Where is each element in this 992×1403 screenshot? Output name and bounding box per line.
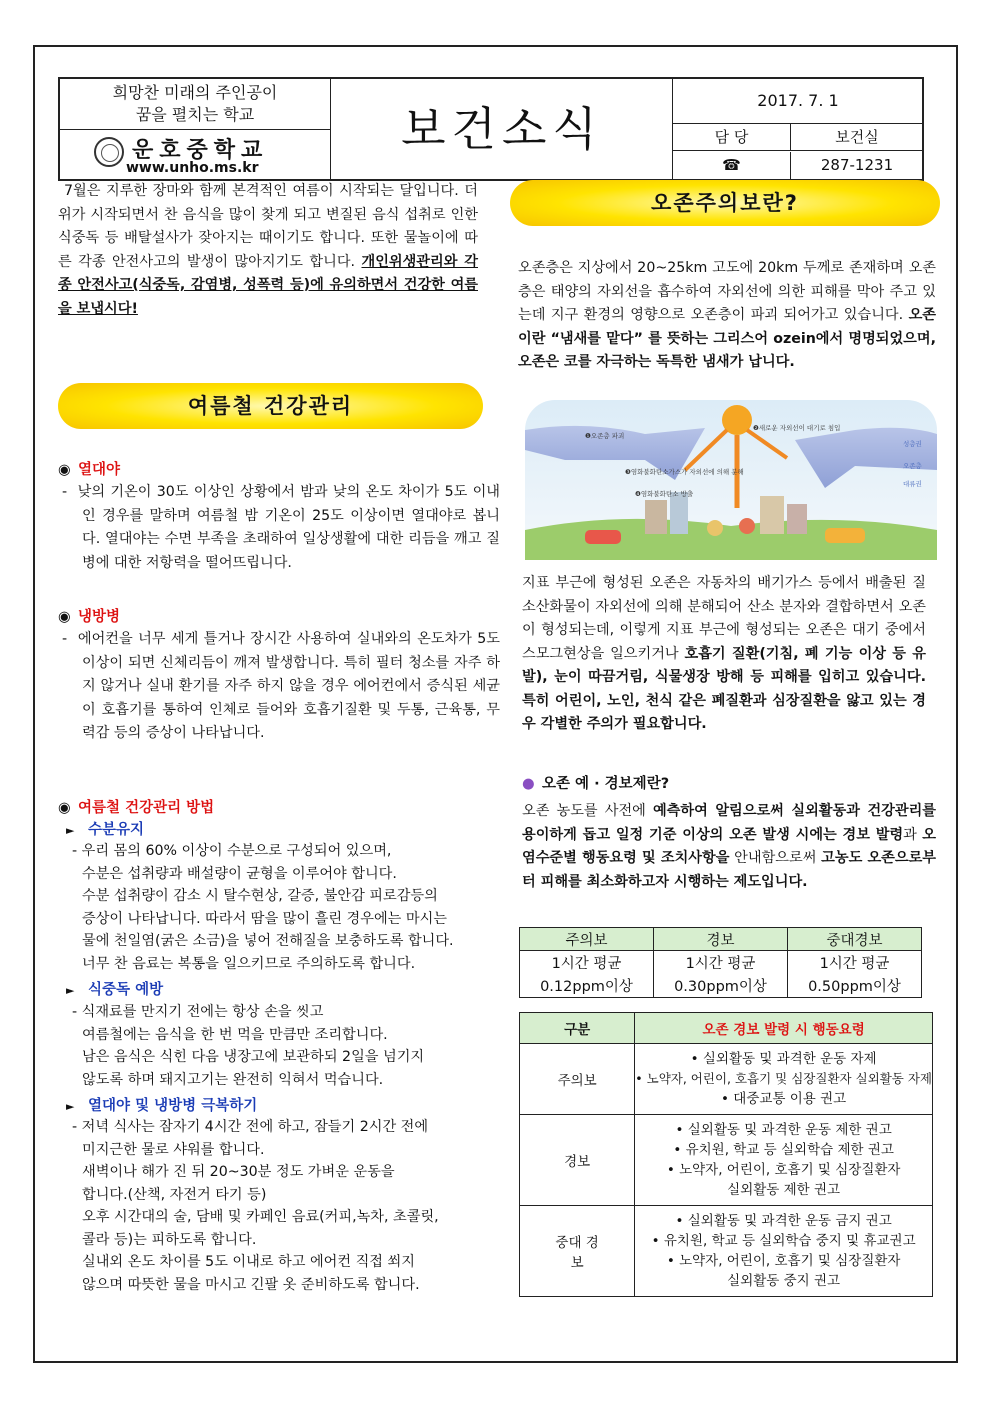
diagram-side-2: 오존층 [903, 462, 922, 470]
ozone-warning-banner: 오존주의보란? [510, 180, 940, 226]
table-row [520, 1115, 933, 1206]
arrow-icon: ► [66, 984, 75, 997]
column-header: 구분 [520, 1013, 635, 1044]
column-header: 오존 경보 발령 시 행동요령 [635, 1013, 933, 1044]
food-line: 않도록 하며 돼지고기는 완전히 익혀서 먹습니다. [82, 1071, 384, 1088]
heatwave-title: 열대야 [78, 462, 121, 478]
row-label: 경보 [520, 1115, 635, 1206]
slogan-line-1: 희망찬 미래의 주인공이 [112, 83, 278, 102]
charge-value: 보건실 [791, 124, 923, 151]
water-line: 물에 천일염(굵은 소금)을 넣어 전해질을 보충하도록 합니다. [82, 933, 454, 949]
overcome-title: 열대야 및 냉방병 극복하기 [88, 1098, 258, 1114]
building [670, 492, 688, 534]
school-block [60, 79, 331, 179]
building [787, 504, 807, 534]
action-item: • 대중교통 이용 권고 [721, 1091, 847, 1107]
slogan-line-2: 꿈을 펼치는 학교 [135, 105, 255, 124]
table-row [520, 973, 922, 998]
ozone-level-table [519, 927, 922, 998]
newsletter-title: 보건소식 [401, 102, 603, 156]
arrow-icon: ► [66, 824, 75, 837]
table-row [520, 951, 922, 974]
ws-emphasis: 고농도 오존으로부터 피해를 최소화하고자 시행하는 제도입니다. [522, 850, 936, 890]
table-row [520, 1044, 933, 1115]
level-header: 주의보 [520, 928, 654, 951]
warning-system-title: 오존 예 · 경보제란? [542, 776, 670, 792]
diagram-side-1: 성층권 [903, 440, 922, 448]
action-item: • 실외활동 및 과격한 운동 금지 권고 [675, 1213, 892, 1229]
info-block [672, 79, 923, 179]
food-title: 식중독 예방 [88, 982, 164, 998]
diagram-label-4: ❹염화불화탄소 방출 [635, 490, 694, 498]
level-cell: 0.50ppm이상 [788, 973, 922, 998]
overcome-line: 않으며 따뜻한 물을 마시고 긴팔 옷 준비하도록 합니다. [82, 1276, 420, 1293]
ozone-surface-paragraph [522, 572, 926, 737]
ozone-intro-paragraph [518, 257, 936, 375]
heatwave-text [62, 481, 500, 575]
food-line: - 식재료를 만지기 전에는 항상 손을 씻고 [72, 1004, 324, 1020]
ac-illness-text [62, 628, 500, 746]
bullet-icon: ◉ [58, 462, 71, 478]
ws-text: 안내함으로써 [734, 850, 817, 866]
school-name: 운호중학교 [132, 138, 269, 163]
level-cell: 0.30ppm이상 [654, 973, 788, 998]
arrow-icon: ► [66, 1100, 75, 1113]
ozone-action-table [519, 1012, 933, 1297]
overcome-text [72, 1116, 482, 1296]
water-line: 수분 섭취량이 감소 시 탈수현상, 갈증, 불안감 피로감등의 [82, 888, 438, 904]
building [645, 500, 667, 534]
water-line: 너무 찬 음료는 복통을 일으키므로 주의하도록 합니다. [82, 955, 416, 972]
level-cell: 1시간 평균 [788, 951, 922, 974]
action-item: • 노약자, 어린이, 호흡기 및 심장질환자 [666, 1253, 901, 1269]
action-list [635, 1044, 933, 1115]
level-header: 중대경보 [788, 928, 922, 951]
water-line: 수분은 섭취량과 배설량이 균형을 이루어야 합니다. [82, 865, 397, 882]
ozone-diagram-image [525, 400, 937, 560]
methods-title: 여름철 건강관리 방법 [78, 800, 215, 816]
overcome-line: 오후 시간대의 술, 담배 및 카페인 음료(커피,녹차, 초콜릿, [82, 1209, 439, 1225]
ws-emphasis: 예측하여 알림으로써 실외활동과 건강관리를 용이하게 돕고 일정 기준 이상의 오존 발생 시에는 경보 발령 [522, 803, 936, 843]
overcome-heading [66, 1094, 257, 1115]
water-text [72, 840, 482, 975]
overcome-line: 콜라 등)는 피하도록 합니다. [82, 1231, 257, 1248]
car [825, 528, 865, 543]
methods-heading [58, 796, 214, 817]
ac-illness-body: 에어컨을 너무 세게 틀거나 장시간 사용하여 실내와의 온도차가 5도 이상이 되면 신체리듬이 깨져 발생합니다. 특히 필터 청소를 자주 하지 않거나 실내 환기를 자주 하지 않을 경우 에어컨에서 증식된 세균이 호흡기를 통하여 인체로 들어와 호흡기질환 및 두통, 근육통, 무력감 등의 증상이 나타납니다. [77, 631, 500, 741]
bullet-icon: ◉ [58, 609, 71, 625]
ozone-intro-text: 오존층은 지상에서 20~25km 고도에 20km 두께로 존재하며 오존층은 태양의 자외선을 흡수하여 자외선에 의한 피해를 막아 주고 있는데 지구 환경의 영향으로 오존층이 파괴 되어가고 있습니다. [518, 260, 936, 323]
action-item: • 유치원, 학교 등 실외학습 제한 권고 [673, 1142, 894, 1158]
water-heading [66, 818, 144, 839]
overcome-line: 실내외 온도 차이를 5도 이내로 하고 에어컨 직접 쐬지 [82, 1254, 415, 1270]
ac-illness-title: 냉방병 [78, 609, 121, 625]
ozone-surface-emphasis: 호흡기 질환(기침, 폐 기능 이상 등 유발), 눈이 따끔거림, 식물생장 방해 등 피해를 입히고 있습니다. 특히 어린이, 노인, 천식 같은 폐질환과 심장질환을 앓고 있는 경우 각별한 주의가 필요합니다. [522, 645, 926, 732]
school-slogan [60, 79, 330, 130]
phone-number: 287-1231 [820, 156, 894, 174]
action-item: • 노약자, 어린이, 호흡기 및 심장질환자 실외활동 자제 [635, 1071, 932, 1086]
action-item: 실외활동 중지 권고 [727, 1273, 841, 1289]
dash: - [62, 484, 78, 500]
school-identity [60, 131, 330, 179]
diagram-side-3: 대류권 [903, 480, 922, 488]
action-item: • 실외활동 및 과격한 운동 자제 [690, 1051, 877, 1067]
school-url: www.unho.ms.kr [126, 160, 259, 176]
action-item: • 노약자, 어린이, 호흡기 및 심장질환자 [666, 1162, 901, 1178]
water-title: 수분유지 [88, 822, 145, 838]
crystal-ball-icon: ● [522, 776, 535, 792]
table-row [520, 1206, 933, 1297]
intro-paragraph [58, 180, 478, 321]
table-header-row [520, 928, 922, 951]
level-cell: 1시간 평균 [654, 951, 788, 974]
phone-icon: ☎ [673, 152, 791, 179]
person [707, 520, 723, 536]
row-label: 중대 경보 [520, 1206, 635, 1297]
summer-health-banner: 여름철 건강관리 [58, 383, 483, 429]
person [739, 518, 755, 534]
level-header: 경보 [654, 928, 788, 951]
overcome-line: 새벽이나 해가 진 뒤 20~30분 정도 가벼운 운동을 [82, 1164, 395, 1180]
newsletter-header [58, 77, 924, 181]
warning-system-paragraph [522, 800, 936, 894]
diagram-label-3: ❸염화불화탄소가스가 자외선에 의해 분해 [625, 468, 744, 476]
ws-text: 오존 농도를 사전에 [522, 803, 646, 819]
action-list [635, 1206, 933, 1297]
ozone-surface-text: 지표 부근에 형성된 오존은 자동차의 배기가스 등에서 배출된 질소산화물이 자외선에 의해 분해되어 산소 분자와 결합하면서 오존이 형성되는데, 이렇게 지표 부근에 형성되는 오존은 대기 중에서 스모그현상을 일으키거나 [522, 575, 926, 662]
food-heading [66, 978, 163, 999]
bullet-icon: ◉ [58, 800, 71, 816]
issue-date: 2017. 7. 1 [673, 79, 923, 124]
ac-illness-heading [58, 605, 120, 626]
dash: - [62, 631, 78, 647]
ozone-intro-emphasis: 오존이란 “냄새를 맡다” 를 뜻하는 그리스어 ozein에서 명명되었으며, 오존은 코를 자극하는 독특한 냄새가 납니다. [518, 307, 936, 370]
level-cell: 0.12ppm이상 [520, 973, 654, 998]
ws-emphasis: 오염수준별 행동요령 및 조치사항을 [522, 826, 936, 866]
action-list [635, 1115, 933, 1206]
water-line: 증상이 나타납니다. 따라서 땀을 많이 흘린 경우에는 마시는 [82, 910, 448, 927]
action-item: • 실외활동 및 과격한 운동 제한 권고 [675, 1122, 892, 1138]
diagram-label-2: ❷새로운 자외선이 대기로 침입 [753, 424, 841, 432]
level-cell: 1시간 평균 [520, 951, 654, 974]
action-item: 실외활동 제한 권고 [727, 1182, 841, 1198]
overcome-line: 미지근한 물로 샤워를 합니다. [82, 1141, 265, 1158]
intro-text: 7월은 지루한 장마와 함께 본격적인 여름이 시작되는 달입니다. 더위가 시작되면서 찬 음식을 많이 찾게 되고 변질된 음식 섭취로 인한 식중독 등 배탈설사가 잦아지는 때이기도 합니다. 또한 물놀이에 따른 각종 안전사고의 발생이 많아지기도 합니다. [58, 183, 478, 270]
school-seal-icon [94, 137, 124, 167]
charge-label: 담 당 [673, 124, 791, 151]
food-text [72, 1001, 482, 1091]
table-header-row [520, 1013, 933, 1044]
row-label: 주의보 [520, 1044, 635, 1115]
food-line: 남은 음식은 식힌 다음 냉장고에 보관하되 2일을 넘기지 [82, 1049, 425, 1065]
overcome-line: 합니다.(산책, 자전거 타기 등) [82, 1186, 267, 1203]
ws-text: 과 [903, 826, 917, 843]
overcome-line: - 저녁 식사는 잠자기 4시간 전에 하고, 잠들기 2시간 전에 [72, 1119, 429, 1135]
warning-system-heading [522, 772, 669, 793]
intro-emphasis: 개인위생관리와 각종 안전사고(식중독, 감염병, 성폭력 등)에 유의하면서 건강한 여름을 보냅시다! [58, 253, 478, 317]
action-item: • 유치원, 학교 등 실외학습 중지 및 휴교권고 [651, 1233, 916, 1249]
building [760, 496, 784, 534]
heatwave-heading [58, 458, 120, 479]
food-line: 여름철에는 음식을 한 번 먹을 만큼만 조리합니다. [82, 1026, 388, 1043]
water-line: - 우리 몸의 60% 이상이 수분으로 구성되어 있으며, [72, 843, 392, 859]
diagram-label-1: ❶오존층 파괴 [585, 432, 625, 440]
heatwave-body: 낮의 기온이 30도 이상인 상황에서 밤과 낮의 온도 차이가 5도 이내인 경우를 말하며 여름철 밤 기온이 25도 이상이면 열대야로 봅니다. 열대야는 수면 부족을 초래하여 일상생활에 대한 리듬을 깨고 질병에 대한 저항력을 떨어뜨립니다. [77, 484, 501, 571]
car [585, 530, 621, 544]
